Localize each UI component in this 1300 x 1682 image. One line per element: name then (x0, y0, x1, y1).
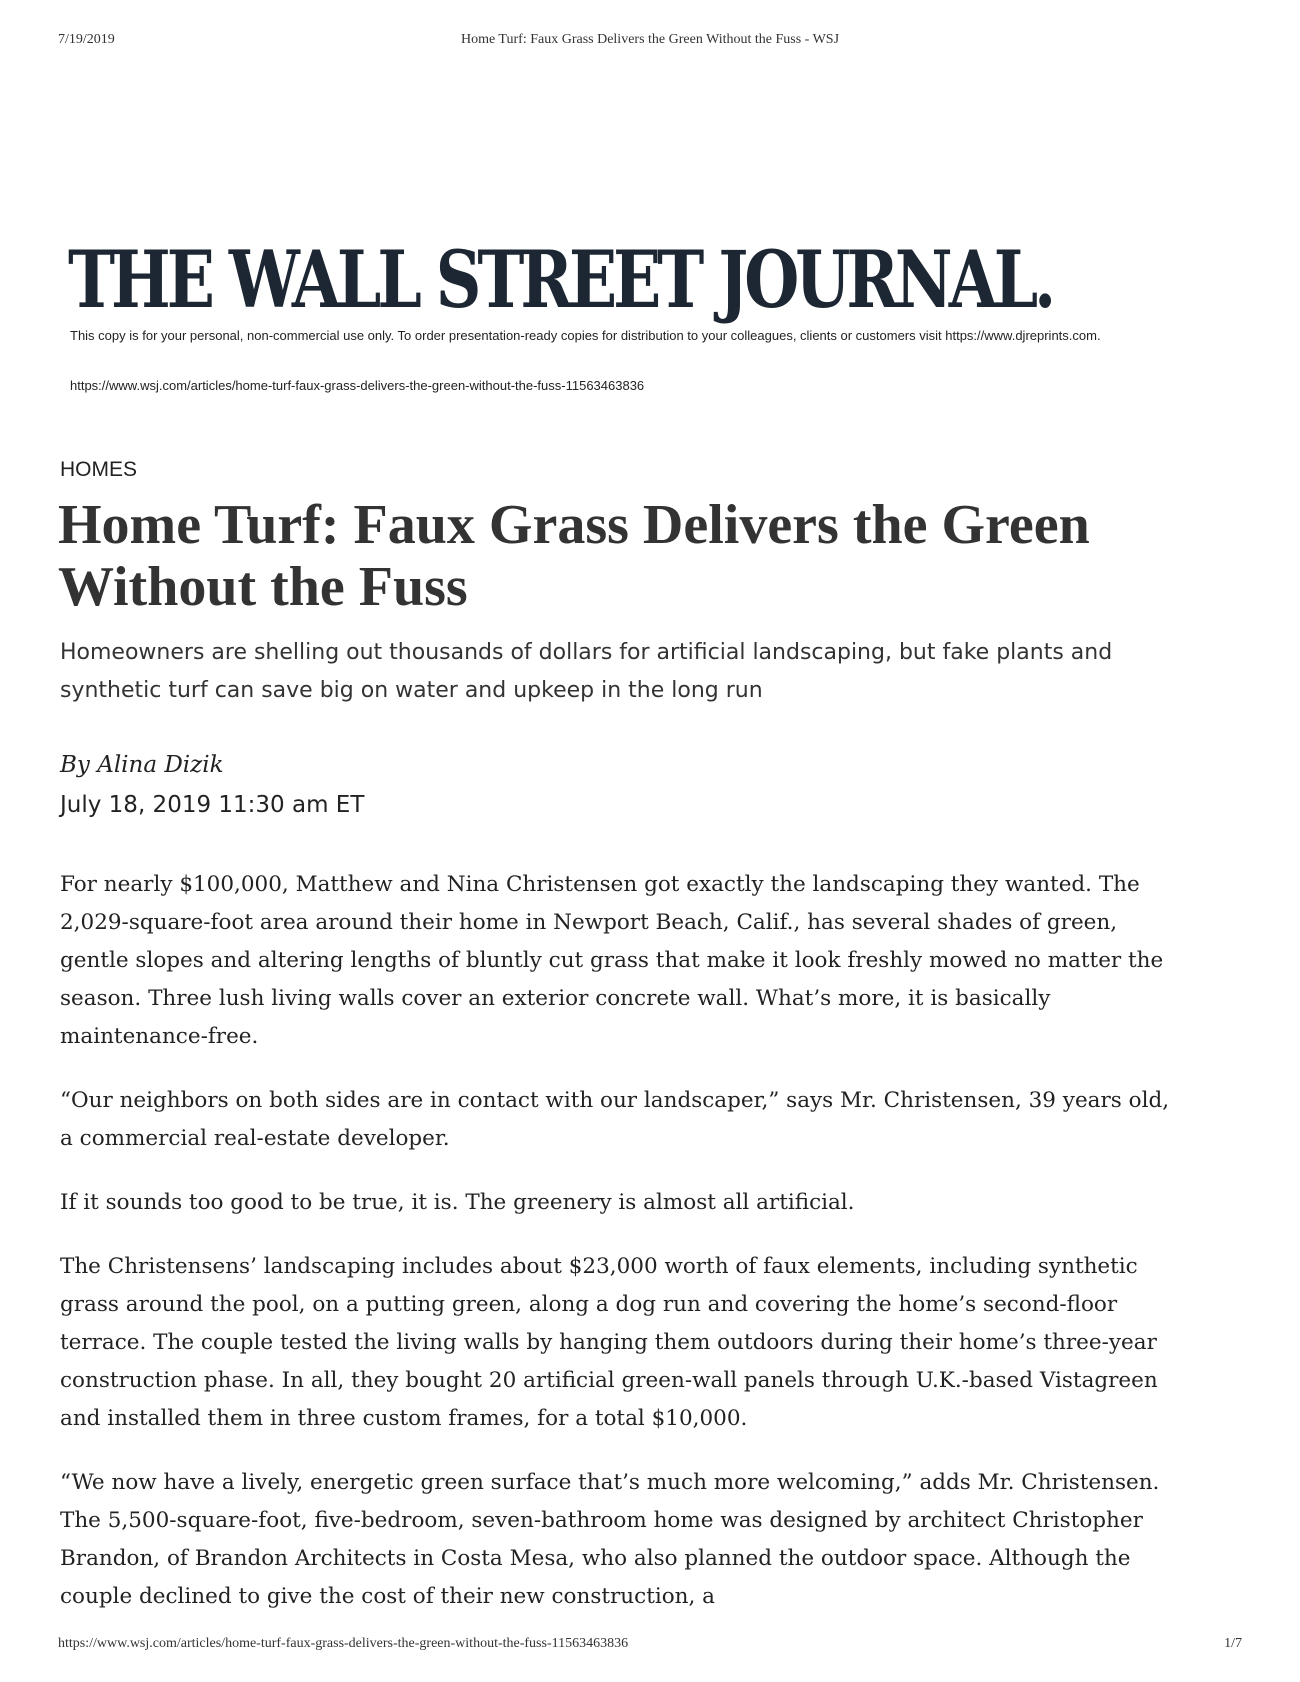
body-paragraph: For nearly $100,000, Matthew and Nina Christensen got exactly the landscaping they wanted. The 2,029-square-foot area around their home in Newport Beach, Calif., has several shades of green, gentle slopes and altering lengths of bluntly cut grass that make it look freshly mowed no matter the season. Three lush living walls cover an exterior concrete wall. What’s more, it is basically maintenance-free. (60, 872, 1164, 1049)
article-dek: Homeowners are shelling out thousands of dollars for artificial landscaping, but fake plants and synthetic turf can save big on water and upkeep in the long run (60, 640, 1113, 703)
print-title: Home Turf: Faux Grass Delivers the Green Without the Fuss - WSJ (460, 32, 840, 47)
section-label[interactable]: HOMES (60, 458, 138, 481)
article-headline: Home Turf: Faux Grass Delivers the Green Without the Fuss (58, 494, 1090, 618)
print-header (58, 32, 1242, 52)
article-dateline: July 18, 2019 11:30 am ET (60, 792, 365, 818)
body-paragraph: The Christensens’ landscaping includes about $23,000 worth of faux elements, including synthetic grass around the pool, on a putting green, along a dog run and covering the home’s second-floor terrace. The couple tested the living walls by hanging them outdoors during their home’s three-year construction phase. In all, they bought 20 artificial green-wall panels through U.K.-based Vistagreen and installed them in three custom frames, for a total $10,000. (60, 1254, 1158, 1431)
footer-url: https://www.wsj.com/articles/home-turf-faux-grass-delivers-the-green-without-the-fuss-11563463836 (58, 1636, 629, 1651)
article-url-link[interactable]: https://www.wsj.com/articles/home-turf-faux-grass-delivers-the-green-without-the-fuss-11563463836 (70, 378, 645, 393)
article-body (60, 866, 1180, 1642)
print-footer (58, 1636, 1242, 1656)
body-paragraph: “We now have a lively, energetic green surface that’s much more welcoming,” adds Mr. Christensen. The 5,500-square-foot, five-bedroom, seven-bathroom home was designed by architect Christopher Brandon, of Brandon Architects in Costa Mesa, who also planned the outdoor space. Although the couple declined to give the cost of their new construction, a (60, 1470, 1160, 1609)
reprint-disclaimer: This copy is for your personal, non-commercial use only. To order presentation-ready copies for distribution to your colleagues, clients or customers visit https://www.djreprints.com. (70, 328, 1101, 343)
body-paragraph: If it sounds too good to be true, it is. The greenery is almost all artificial. (60, 1190, 855, 1215)
body-paragraph: “Our neighbors on both sides are in contact with our landscaper,” says Mr. Christensen, 39 years old, a commercial real-estate developer. (60, 1088, 1170, 1151)
print-date: 7/19/2019 (58, 32, 115, 47)
wsj-masthead-logo: THE WALL STREET JOURNAL. (68, 233, 1053, 326)
page-number: 1/7 (1224, 1636, 1242, 1651)
article-byline[interactable]: By Alina Dizik (60, 752, 224, 778)
